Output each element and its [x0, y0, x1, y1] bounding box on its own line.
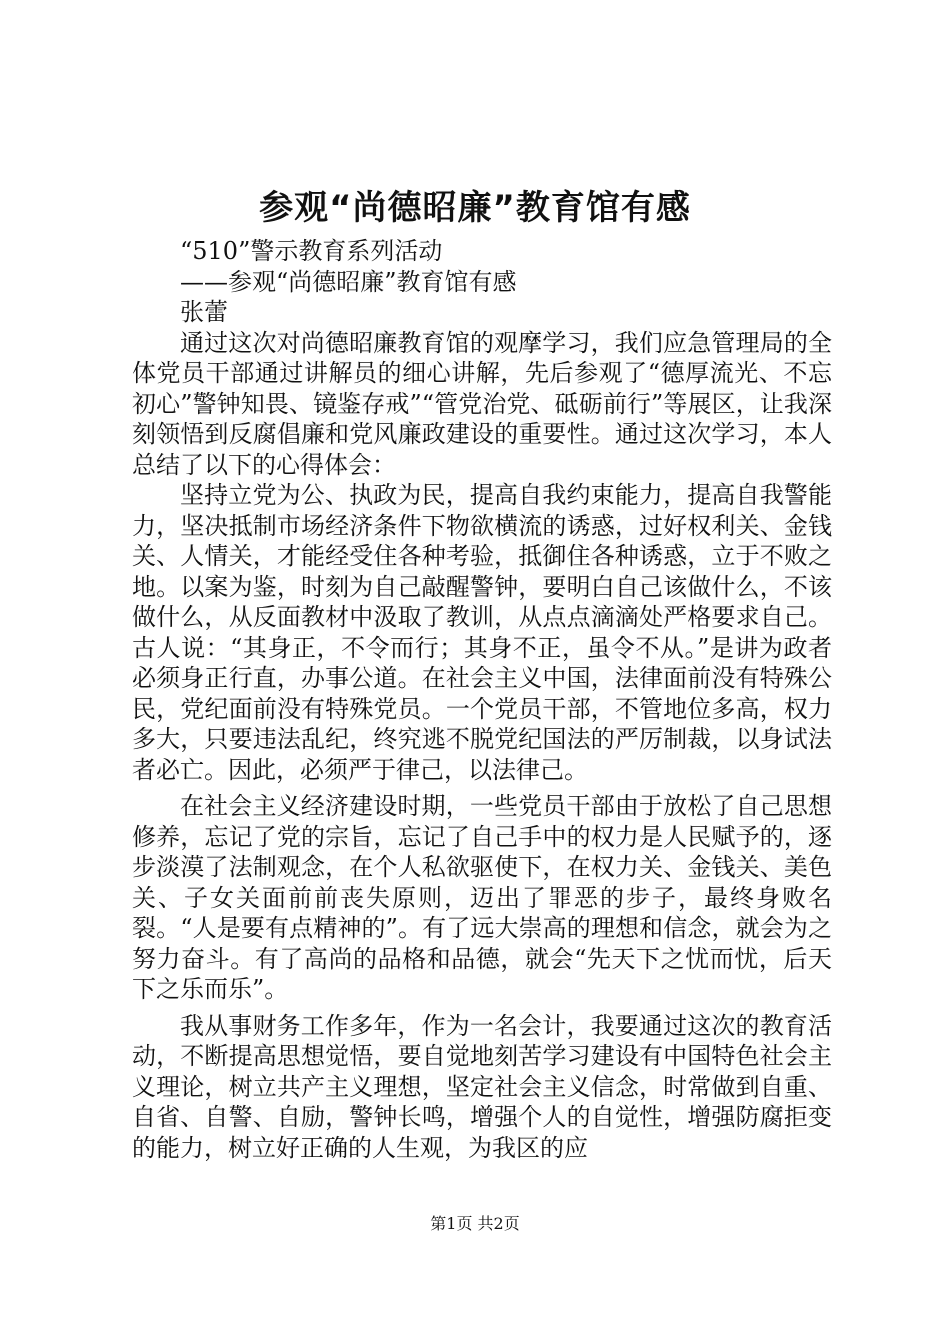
paragraph-2: 坚持立党为公、执政为民，提高自我约束能力，提高自我警能力，坚决抵制市场经济条件下物欲横流的诱惑，过好权利关、金钱关、人情关，才能经受住各种考验，抵御住各种诱惑，立于不败之地。以案为鉴，时刻为自己敲醒警钟，要明白自己该做什么，不该做什么，从反面教材中汲取了教训，从点点滴滴处严格要求自己。古人说：“其身正，不令而行；其身不正，虽令不从。”是讲为政者必须身正行直，办事公道。在社会主义中国，法律面前没有特殊公民，党纪面前没有特殊党员。一个党员干部，不管地位多高，权力多大，只要违法乱纪，终究逃不脱党纪国法的严厉制裁，以身试法者必亡。因此，必须严于律己，以法律己。: [132, 481, 832, 784]
paragraph-3: 在社会主义经济建设时期，一些党员干部由于放松了自己思想修养，忘记了党的宗旨，忘记了自己手中的权力是人民赋予的，逐步淡漠了法制观念，在个人私欲驱使下，在权力关、金钱关、美色关、子女关面前前丧失原则，迈出了罪恶的步子，最终身败名裂。“人是要有点精神的”。有了远大崇高的理想和信念，就会为之努力奋斗。有了高尚的品格和品德，就会“先天下之忧而忧，后天下之乐而乐”。: [132, 792, 832, 1003]
paragraph-4: 我从事财务工作多年，作为一名会计，我要通过这次的教育活动，不断提高思想觉悟，要自觉地刻苦学习建设有中国特色社会主义理论，树立共产主义理想，坚定社会主义信念，时常做到自重、自省、自警、自励，警钟长鸣，增强个人的自觉性，增强防腐拒变的能力，树立好正确的人生观，为我区的应: [132, 1011, 832, 1162]
document-body: [132, 236, 832, 1163]
document-subheading: ——参观“尚德昭廉”教育馆有感: [180, 267, 517, 296]
document-subtitle: “510”警示教育系列活动: [180, 237, 443, 265]
document-title: 参观“尚德昭廉”教育馆有感: [259, 188, 691, 228]
document-author: 张蕾: [180, 298, 228, 326]
paragraph-1: 通过这次对尚德昭廉教育馆的观摩学习，我们应急管理局的全体党员干部通过讲解员的细心讲解，先后参观了“德厚流光、不忘初心”警钟知畏、镜鉴存戒”“管党治党、砥砺前行”等展区，让我深刻领悟到反腐倡廉和党风廉政建设的重要性。通过这次学习，本人总结了以下的心得体会：: [132, 328, 832, 479]
page-footer: 第1页 共2页: [430, 1214, 520, 1233]
